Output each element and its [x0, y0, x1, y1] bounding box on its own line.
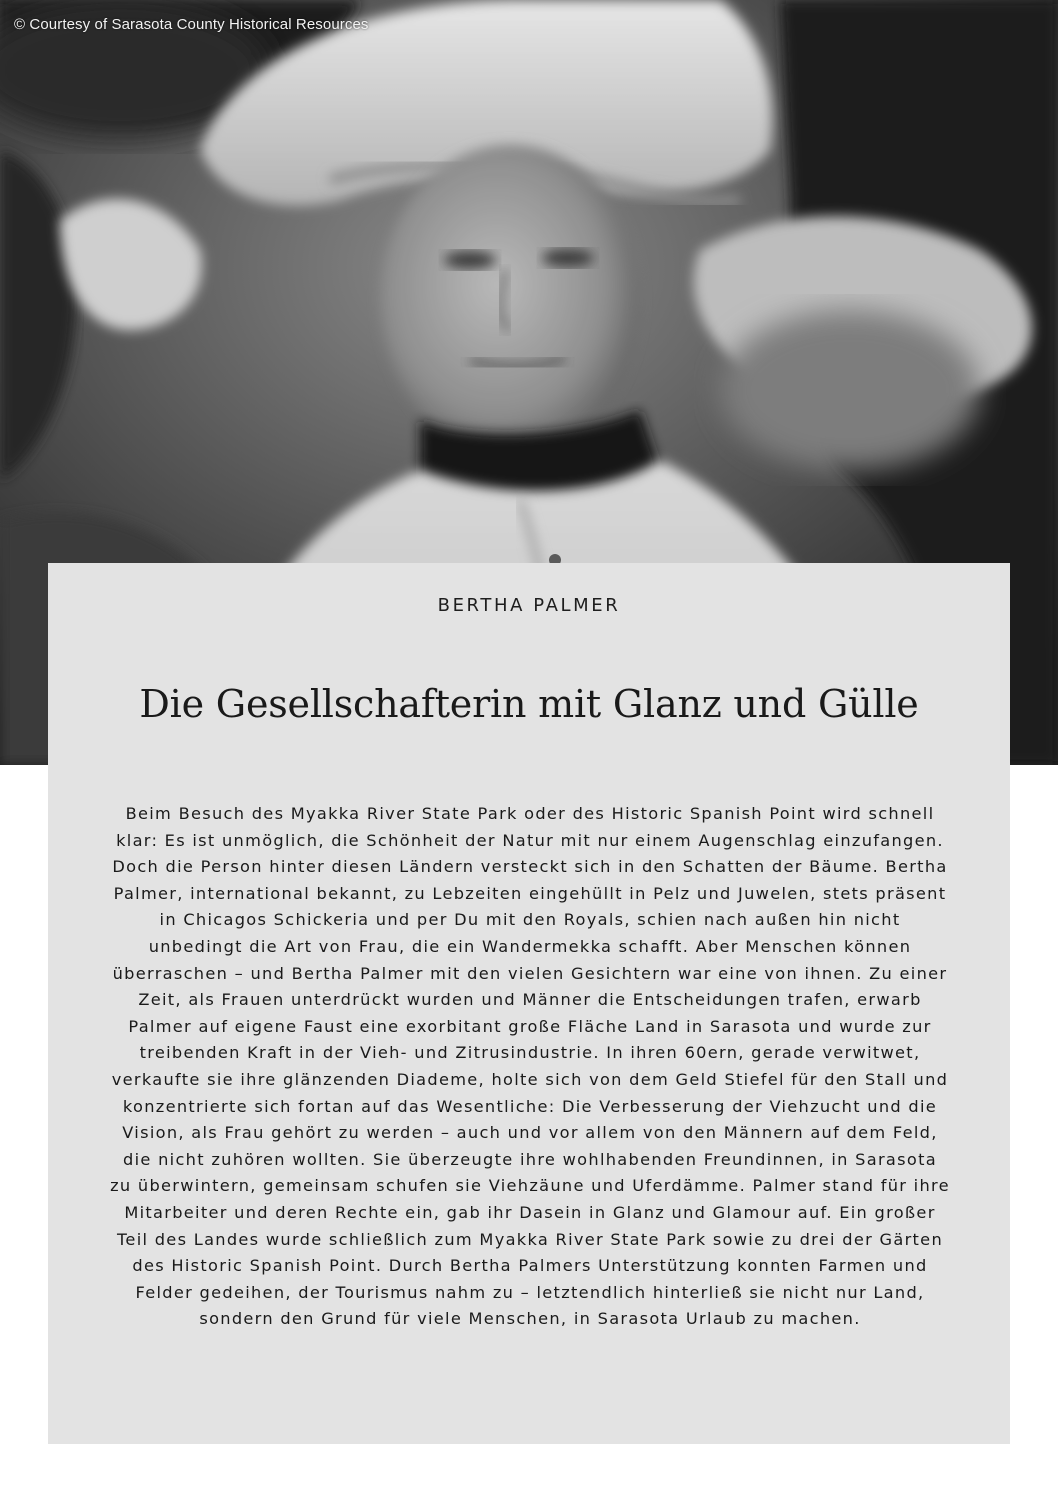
- article-body: Beim Besuch des Myakka River State Park oder des Historic Spanish Point wird schnell klar: Es ist unmöglich, die Schönheit der Natur mit nur einem Augenschlag einzufangen. Doch die Person hinter diesen Ländern versteckt sich in den Schatten der Bäume. Bertha Palmer, international bekannt, zu Lebzeiten eingehüllt in Pelz und Juwelen, stets präsent in Chicagos Schickeria und per Du mit den Royals, schien nach außen hin nicht unbedingt die Art von Frau, die ein Wandermekka schafft. Aber Menschen können überraschen – und Bertha Palmer mit den vielen Gesichtern war eine von ihnen. Zu einer Zeit, als Frauen unterdrückt wurden und Männer die Entscheidungen trafen, erwarb Palmer auf eigene Faust eine exorbitant große Fläche Land in Sarasota und wurde zur treibenden Kraft in der Vieh- und Zitrusindustrie. In ihren 60ern, gerade verwitwet, verkaufte sie ihre glänzenden Diademe, holte sich von dem Geld Stiefel für den Stall und konzentrierte sich fortan auf das Wesentliche: Die Verbesserung der Viehzucht und die Vision, als Frau gehört zu werden – auch und vor allem von den Männern auf dem Feld, die nicht zuhören wollten. Sie überzeugte ihre wohlhabenden Freundinnen, in Sarasota zu überwintern, gemeinsam schufen sie Viehzäune und Uferdämme. Palmer stand für ihre Mitarbeiter und deren Rechte ein, gab ihr Dasein in Glanz und Glamour auf. Ein großer Teil des Landes wurde schließlich zum Myakka River State Park sowie zu drei der Gärten des Historic Spanish Point. Durch Bertha Palmers Unterstützung konnten Farmen und Felder gedeihen, der Tourismus nahm zu – letztendlich hinterließ sie nicht nur Land, sondern den Grund für viele Menschen, in Sarasota Urlaub zu machen.: [110, 804, 950, 1329]
- photo-credit: © Courtesy of Sarasota County Historical Resources: [14, 16, 369, 33]
- article-title: Die Gesellschafterin mit Glanz und Gülle: [139, 682, 919, 726]
- article-kicker: BERTHA PALMER: [437, 595, 621, 616]
